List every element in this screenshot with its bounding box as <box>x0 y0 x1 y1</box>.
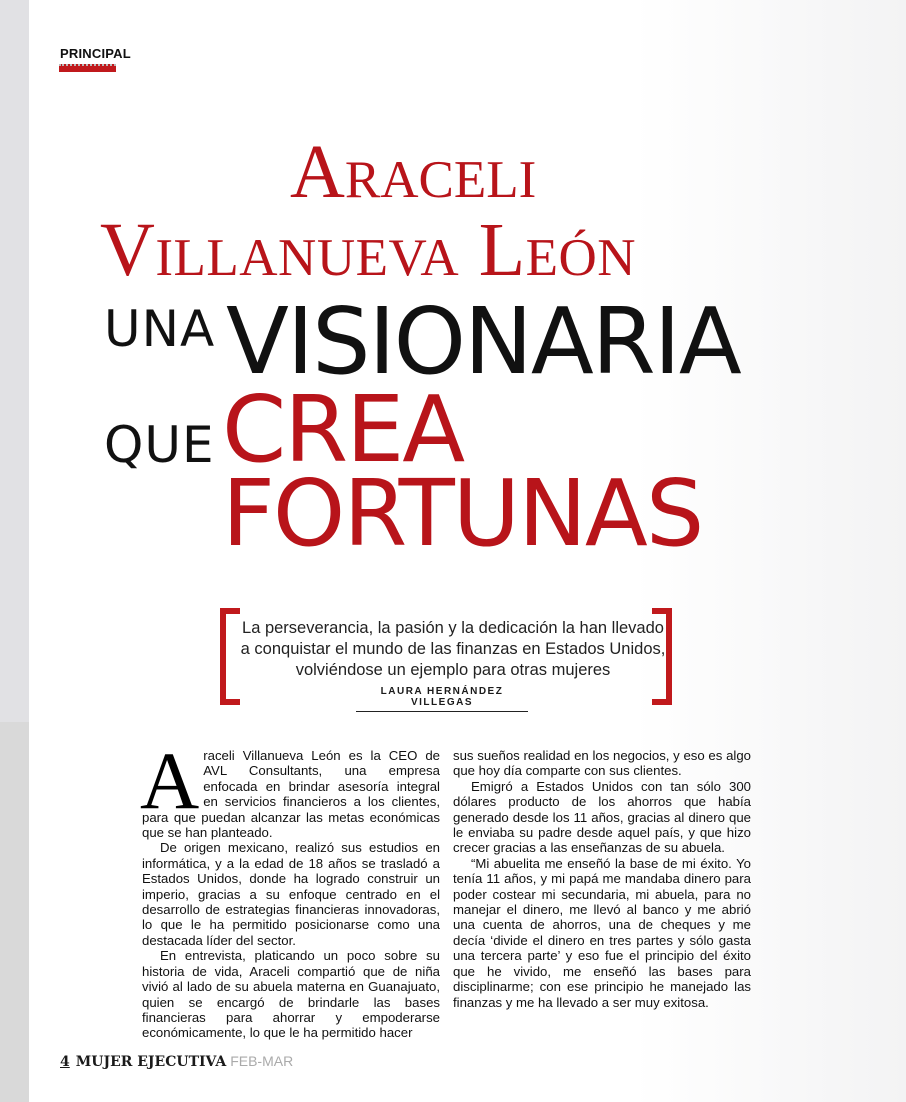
title-fortunas: FORTUNAS <box>222 460 703 567</box>
title-line1: Araceli <box>290 130 537 214</box>
magazine-name: MUJER EJECUTIVA <box>75 1054 227 1070</box>
title-line2: Villanueva León <box>100 208 637 292</box>
paragraph: En entrevista, platicando un poco sobre su historia de vida, Araceli compartió que de niña vivió al lado de su abuela materna en Guanajuato, quien se encargó de brindarle las bases financieras para ahorrar y empoderarse económicamente, lo que le ha permitido hacer <box>142 948 440 1041</box>
byline: LAURA HERNÁNDEZ VILLEGAS <box>356 686 528 712</box>
paragraph: De origen mexicano, realizó sus estudios en informática, y a la edad de 18 años se trasladó a Estados Unidos, donde ha logrado construir un imperio, gracias a su enfoque centrado en el desarrollo de estrategias financieras innovadoras, lo que le ha permitido posicionarse como una destacada líder del sector. <box>142 840 440 948</box>
title-que: QUE <box>104 416 215 474</box>
paragraph: Araceli Villanueva León es la CEO de AVL Consultants, una empresa enfocada en brindar asesoría integral en servicios financieros a los clientes, para que puedan alcanzar las metas económicas que se han planteado. <box>140 735 440 841</box>
title-crea: CREA <box>222 376 464 483</box>
body-column-2 <box>453 748 751 1010</box>
issue-date: FEB-MAR <box>230 1053 294 1069</box>
title-una: UNA <box>104 300 216 358</box>
paragraph: “Mi abuelita me enseñó la base de mi éxito. Yo tenía 11 años, y mi papá me mandaba dinero para poder costear mi secundaria, mi abuela, para no manejar el dinero, me llevó al banco y me abrió una cuenta de ahorros, una de cheques y me decía ‘divide el dinero en tres partes y sólo gasta una tercera parte’ y eso fue el principio del éxito que he vivido, me enseñó las bases para disciplinarme; con ese principio he manejado las finanzas y me ha llevado a ser muy exitosa. <box>453 855 751 1010</box>
paragraph: sus sueños realidad en los negocios, y eso es algo que hoy día comparte con sus clientes. <box>453 748 751 779</box>
left-bracket <box>220 608 240 705</box>
title-visionaria: VISIONARIA <box>226 288 740 395</box>
body-column-1 <box>140 735 440 1041</box>
page-footer <box>60 1053 293 1070</box>
drop-cap: A <box>140 735 200 826</box>
deck-text: La perseverancia, la pasión y la dedicación la han llevado a conquistar el mundo de las finanzas en Estados Unidos, volviéndose un ejemplo para otras mujeres <box>240 619 666 679</box>
paragraph: Emigró a Estados Unidos con tan sólo 300 dólares producto de los ahorros que había generado desde los 11 años, gracias al dinero que le enviaba su padre desde aquel país, y que hizo crecer gracias a las enseñanzas de su abuela. <box>453 778 751 856</box>
section-underline <box>59 64 116 72</box>
page-edge-strip <box>0 0 29 722</box>
page-edge-strip-lower <box>0 722 29 1102</box>
section-label: PRINCIPAL <box>60 46 131 61</box>
page-number: 4 <box>60 1054 70 1070</box>
